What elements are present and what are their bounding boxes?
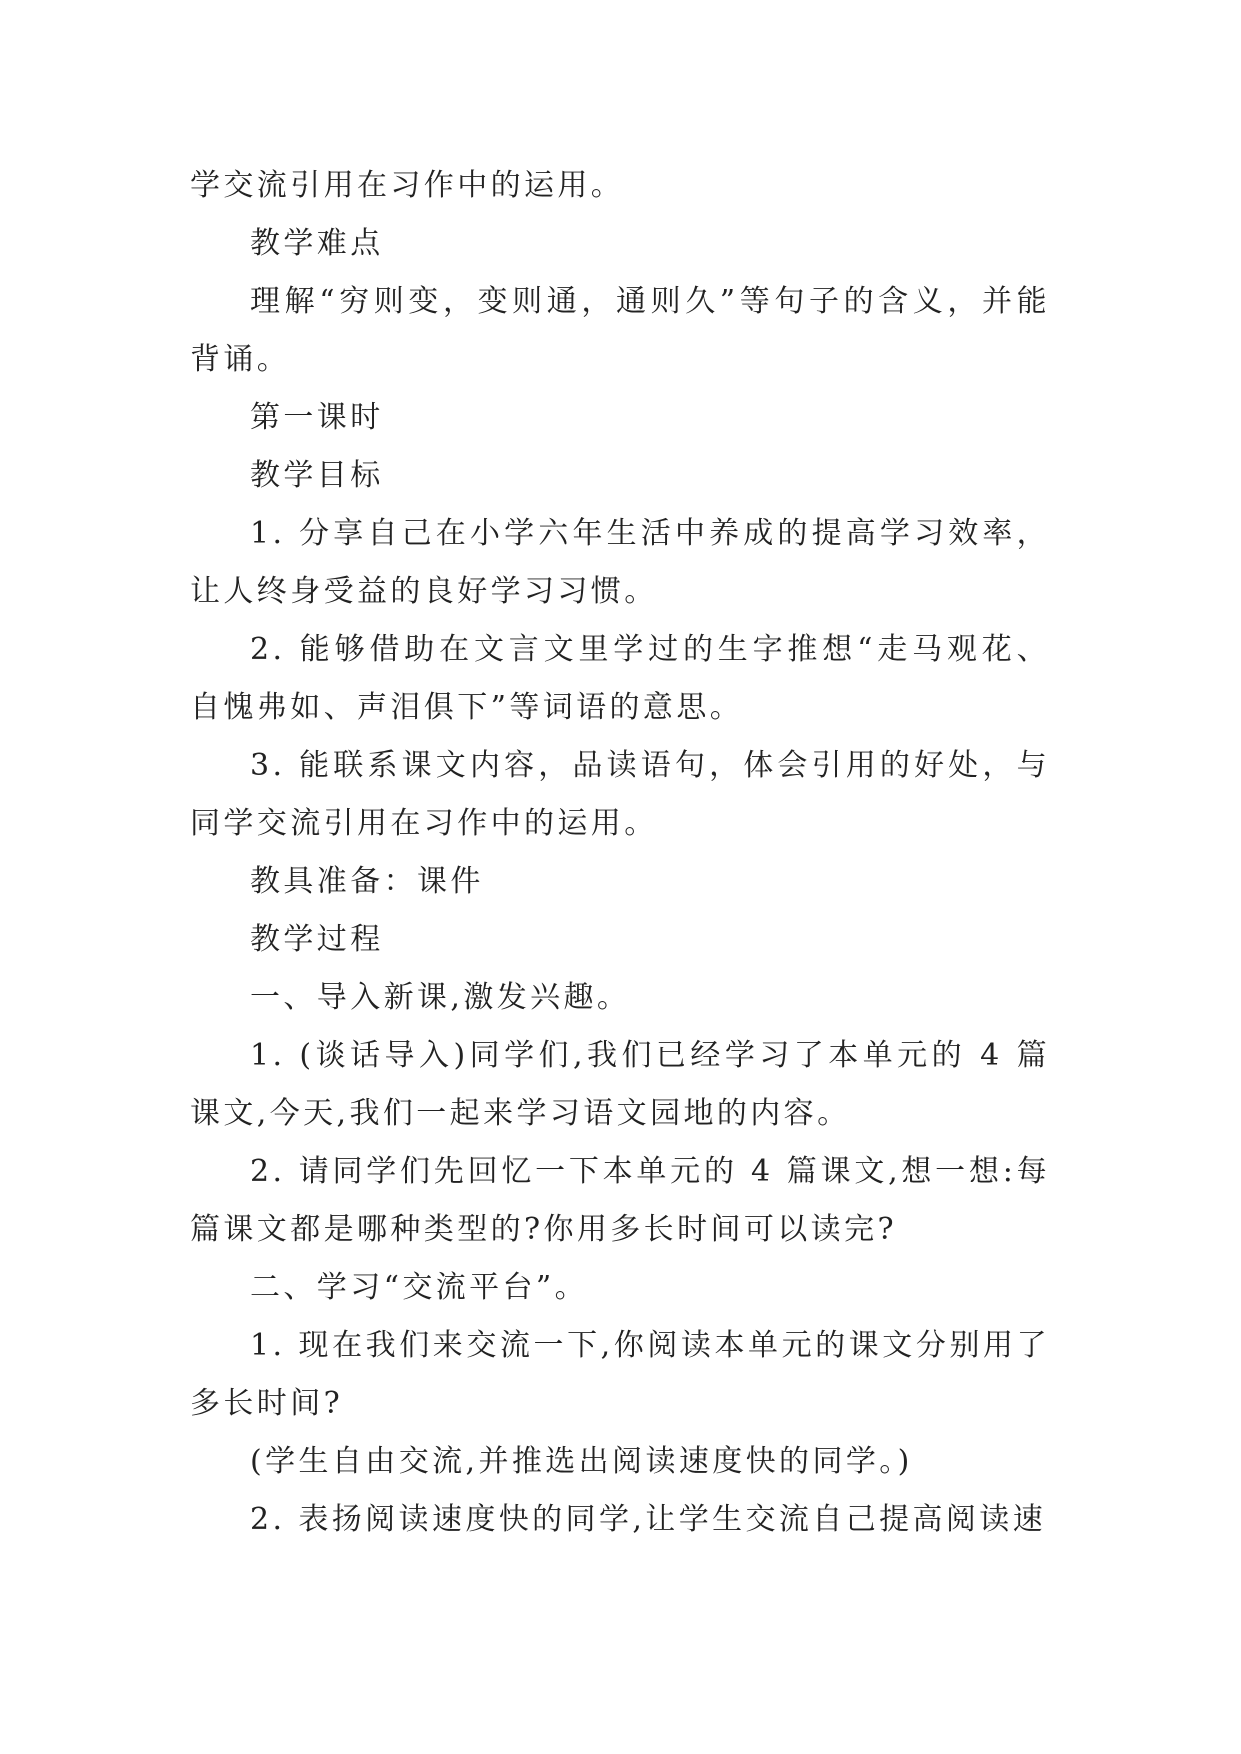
document-body: [190, 157, 1050, 1549]
section-heading-part-two: 二、学习“交流平台”。: [250, 1270, 589, 1305]
paragraph: 学交流引用在习作中的运用。: [190, 168, 625, 203]
list-item: 1. 现在我们来交流一下,你阅读本单元的课文分别用了多长时间?: [190, 1328, 1050, 1421]
list-item: 1. 分享自己在小学六年生活中养成的提高学习效率，让人终身受益的良好学习习惯。: [190, 516, 1050, 609]
list-item: 3. 能联系课文内容，品读语句，体会引用的好处，与同学交流引用在习作中的运用。: [190, 748, 1050, 841]
section-heading-teaching-goals: 教学目标: [250, 458, 384, 493]
list-item: 1. (谈话导入)同学们,我们已经学习了本单元的 4 篇课文,今天,我们一起来学习语文园地的内容。: [190, 1038, 1050, 1131]
list-item: 2. 能够借助在文言文里学过的生字推想“走马观花、自愧弗如、声泪俱下”等词语的意思。: [190, 632, 1050, 725]
section-heading-teaching-process: 教学过程: [250, 922, 384, 957]
teaching-aids-line: 教具准备：课件: [250, 864, 484, 899]
list-item: 2. 表扬阅读速度快的同学,让学生交流自己提高阅读速: [250, 1502, 1047, 1537]
section-heading-part-one: 一、导入新课,激发兴趣。: [250, 980, 631, 1015]
section-heading-teaching-difficulty: 教学难点: [250, 226, 384, 261]
note-paragraph: (学生自由交流,并推选出阅读速度快的同学。): [250, 1444, 913, 1479]
section-heading-first-lesson: 第一课时: [250, 400, 384, 435]
list-item: 2. 请同学们先回忆一下本单元的 4 篇课文,想一想:每篇课文都是哪种类型的?你用多长时间可以读完?: [190, 1154, 1050, 1247]
paragraph: 理解“穷则变，变则通，通则久”等句子的含义，并能背诵。: [190, 284, 1050, 377]
